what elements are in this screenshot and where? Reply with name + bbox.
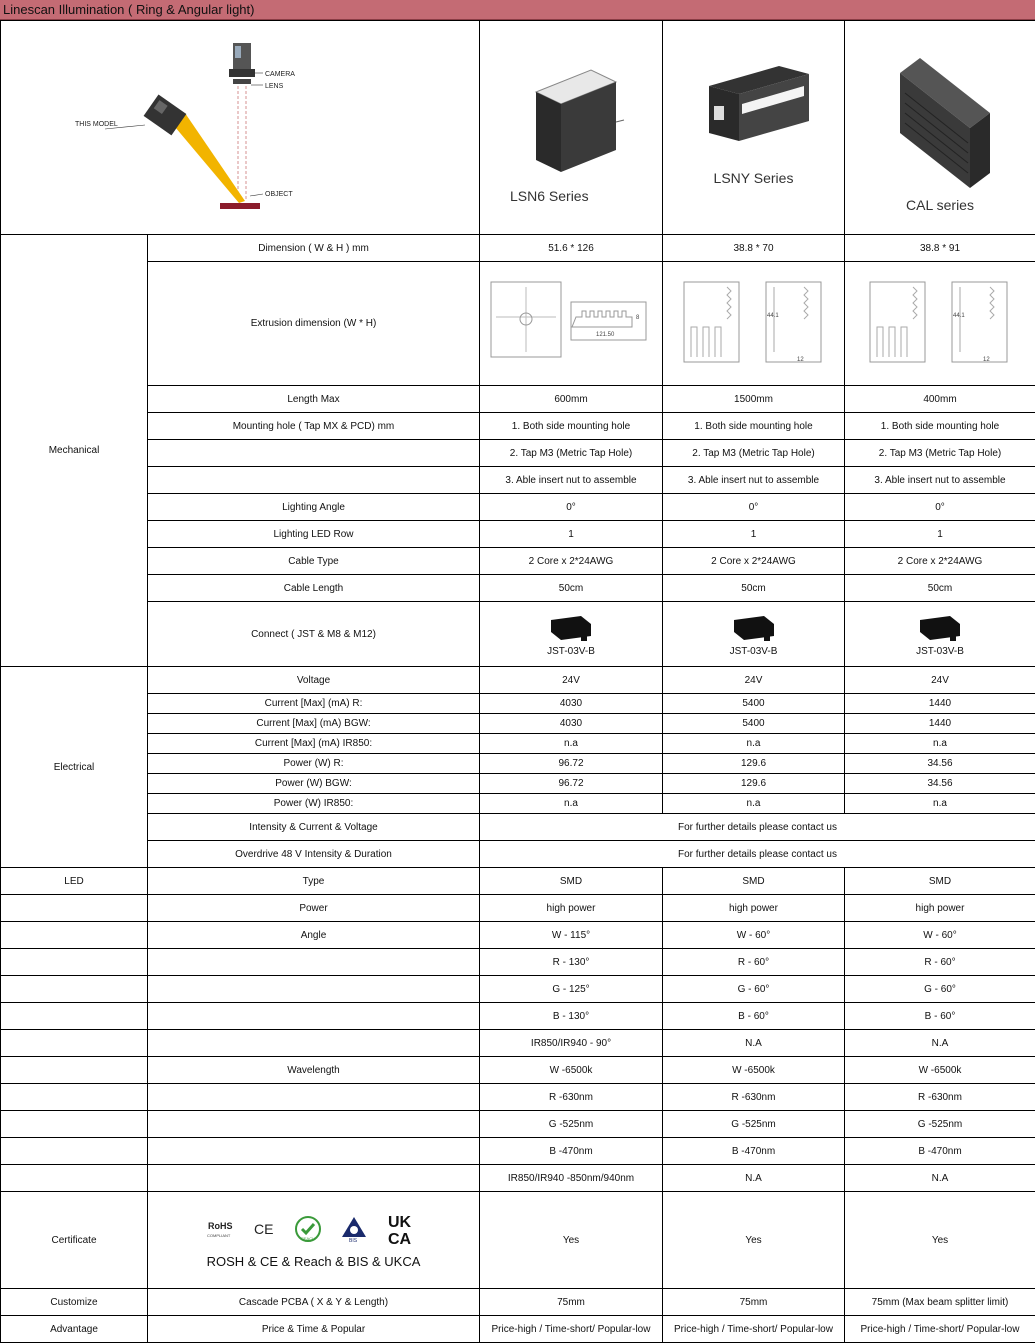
cal-extrusion-drawing (865, 277, 1015, 367)
length-max-cal: 400mm (845, 386, 1035, 413)
cable-length-cal: 50cm (845, 575, 1035, 602)
current-ir-cal: n.a (845, 734, 1035, 754)
current-ir-lsny: n.a (663, 734, 845, 754)
empty-label (148, 467, 480, 494)
product-cell-lsn6 (480, 21, 663, 235)
rohs-icon (206, 1217, 234, 1241)
label-overdrive: Overdrive 48 V Intensity & Duration (148, 841, 480, 868)
label-cascade: Cascade PCBA ( X & Y & Length) (148, 1289, 480, 1316)
reach-icon (294, 1215, 322, 1243)
current-r-lsn6: 4030 (480, 694, 663, 714)
label-dimension: Dimension ( W & H ) mm (148, 235, 480, 262)
object-label: OBJECT (265, 191, 293, 198)
angle-g-lsn6: G - 125° (480, 976, 663, 1003)
svg-text:REACH: REACH (301, 1236, 315, 1241)
angle-g-lsny: G - 60° (663, 976, 845, 1003)
cert-lsn6: Yes (480, 1192, 663, 1289)
connect-lsny (663, 602, 845, 667)
empty-section (1, 922, 148, 949)
mount3-cal: 3. Able insert nut to assemble (845, 467, 1035, 494)
lsny-product-image (694, 46, 814, 156)
label-cert: ROSH & CE & Reach & BIS & UKCA (148, 1254, 479, 1269)
wl-g-cal: G -525nm (845, 1111, 1035, 1138)
product-name-cal: CAL series (845, 197, 1035, 213)
angle-b-lsn6: B - 130° (480, 1003, 663, 1030)
svg-text:12: 12 (983, 357, 990, 363)
label-intensity: Intensity & Current & Voltage (148, 814, 480, 841)
lighting-angle-lsny: 0° (663, 494, 845, 521)
label-lighting-angle: Lighting Angle (148, 494, 480, 521)
label-type: Type (148, 868, 480, 895)
lighting-angle-lsn6: 0° (480, 494, 663, 521)
wl-g-lsny: G -525nm (663, 1111, 845, 1138)
wl-g-lsn6: G -525nm (480, 1111, 663, 1138)
svg-text:UK: UK (388, 1214, 412, 1231)
wl-r-lsny: R -630nm (663, 1084, 845, 1111)
angle-ir-cal: N.A (845, 1030, 1035, 1057)
sheet-title: Linescan Illumination ( Ring & Angular light) (0, 0, 1035, 20)
length-max-lsn6: 600mm (480, 386, 663, 413)
label-power-r: Power (W) R: (148, 754, 480, 774)
connector-model: JST-03V-B (916, 646, 964, 657)
wl-w-cal: W -6500k (845, 1057, 1035, 1084)
power-lsny: high power (663, 895, 845, 922)
current-bgw-lsny: 5400 (663, 714, 845, 734)
cert-icons-cell (148, 1192, 480, 1289)
voltage-cal: 24V (845, 667, 1035, 694)
power-bgw-cal: 34.56 (845, 774, 1035, 794)
empty-label (148, 1111, 480, 1138)
angle-r-lsn6: R - 130° (480, 949, 663, 976)
connector-icon (729, 612, 779, 642)
label-angle: Angle (148, 922, 480, 949)
label-cable-length: Cable Length (148, 575, 480, 602)
type-lsn6: SMD (480, 868, 663, 895)
cascade-cal: 75mm (Max beam splitter limit) (845, 1289, 1035, 1316)
cert-cal: Yes (845, 1192, 1035, 1289)
led-row-lsny: 1 (663, 521, 845, 548)
wl-w-lsn6: W -6500k (480, 1057, 663, 1084)
wl-ir-cal: N.A (845, 1165, 1035, 1192)
svg-text:44.1: 44.1 (767, 313, 779, 319)
empty-label (148, 440, 480, 467)
empty-label (148, 976, 480, 1003)
power-bgw-lsn6: 96.72 (480, 774, 663, 794)
angle-w-lsn6: W - 115° (480, 922, 663, 949)
angle-b-cal: B - 60° (845, 1003, 1035, 1030)
connector-icon (915, 612, 965, 642)
dimension-lsn6: 51.6 * 126 (480, 235, 663, 262)
empty-section (1, 1111, 148, 1138)
led-row-cal: 1 (845, 521, 1035, 548)
angle-r-lsny: R - 60° (663, 949, 845, 976)
empty-section (1, 1138, 148, 1165)
connector-model: JST-03V-B (547, 646, 595, 657)
wl-ir-lsny: N.A (663, 1165, 845, 1192)
empty-label (148, 1138, 480, 1165)
label-current-ir: Current [Max] (mA) IR850: (148, 734, 480, 754)
setup-diagram (75, 21, 405, 231)
empty-label (148, 949, 480, 976)
ukca-icon (386, 1212, 422, 1246)
label-current-r: Current [Max] (mA) R: (148, 694, 480, 714)
svg-text:CE: CE (254, 1221, 273, 1237)
power-ir-cal: n.a (845, 794, 1035, 814)
empty-label (148, 1084, 480, 1111)
lsn6-product-image (516, 52, 626, 182)
label-price: Price & Time & Popular (148, 1316, 480, 1343)
power-bgw-lsny: 129.6 (663, 774, 845, 794)
ce-icon (252, 1217, 276, 1241)
mount1-cal: 1. Both side mounting hole (845, 413, 1035, 440)
empty-section (1, 1003, 148, 1030)
angle-w-lsny: W - 60° (663, 922, 845, 949)
this-model-label: THIS MODEL (75, 121, 118, 128)
angle-w-cal: W - 60° (845, 922, 1035, 949)
cable-type-lsn6: 2 Core x 2*24AWG (480, 548, 663, 575)
empty-label (148, 1003, 480, 1030)
extrusion-drawing-lsny (663, 262, 845, 386)
empty-section (1, 1057, 148, 1084)
empty-section (1, 1030, 148, 1057)
wl-ir-lsn6: IR850/IR940 -850nm/940nm (480, 1165, 663, 1192)
section-led: LED (1, 868, 148, 895)
product-cell-lsny (663, 21, 845, 235)
power-ir-lsny: n.a (663, 794, 845, 814)
angle-b-lsny: B - 60° (663, 1003, 845, 1030)
angle-g-cal: G - 60° (845, 976, 1035, 1003)
extrusion-drawing-lsn6 (480, 262, 663, 386)
section-customize: Customize (1, 1289, 148, 1316)
cascade-lsn6: 75mm (480, 1289, 663, 1316)
extrusion-drawing-cal (845, 262, 1035, 386)
label-cable-type: Cable Type (148, 548, 480, 575)
camera-label: CAMERA (265, 71, 295, 78)
svg-text:8: 8 (636, 315, 640, 321)
spec-table-lower (0, 666, 1035, 1343)
product-name-lsny: LSNY Series (663, 170, 844, 186)
wl-r-cal: R -630nm (845, 1084, 1035, 1111)
header-row (1, 21, 1035, 235)
power-r-lsn6: 96.72 (480, 754, 663, 774)
empty-label (148, 1030, 480, 1057)
voltage-lsny: 24V (663, 667, 845, 694)
connect-cal (845, 602, 1035, 667)
connect-lsn6 (480, 602, 663, 667)
cal-product-image (880, 43, 1000, 193)
mount1-lsn6: 1. Both side mounting hole (480, 413, 663, 440)
connector-icon (546, 612, 596, 642)
wl-w-lsny: W -6500k (663, 1057, 845, 1084)
mount3-lsny: 3. Able insert nut to assemble (663, 467, 845, 494)
angle-ir-lsny: N.A (663, 1030, 845, 1057)
label-length-max: Length Max (148, 386, 480, 413)
lsny-extrusion-drawing (679, 277, 829, 367)
mount2-lsn6: 2. Tap M3 (Metric Tap Hole) (480, 440, 663, 467)
label-current-bgw: Current [Max] (mA) BGW: (148, 714, 480, 734)
spec-table (0, 20, 1035, 667)
power-ir-lsn6: n.a (480, 794, 663, 814)
cascade-lsny: 75mm (663, 1289, 845, 1316)
label-power-ir: Power (W) IR850: (148, 794, 480, 814)
wl-b-lsn6: B -470nm (480, 1138, 663, 1165)
angle-r-cal: R - 60° (845, 949, 1035, 976)
current-r-lsny: 5400 (663, 694, 845, 714)
product-cell-cal (845, 21, 1035, 235)
section-advantage: Advantage (1, 1316, 148, 1343)
mount2-lsny: 2. Tap M3 (Metric Tap Hole) (663, 440, 845, 467)
power-r-cal: 34.56 (845, 754, 1035, 774)
mount1-lsny: 1. Both side mounting hole (663, 413, 845, 440)
power-cal: high power (845, 895, 1035, 922)
empty-section (1, 1165, 148, 1192)
wl-b-lsny: B -470nm (663, 1138, 845, 1165)
price-lsny: Price-high / Time-short/ Popular-low (663, 1316, 845, 1343)
empty-section (1, 949, 148, 976)
current-r-cal: 1440 (845, 694, 1035, 714)
product-name-lsn6: LSN6 Series (480, 188, 662, 204)
bis-icon (340, 1215, 368, 1243)
svg-text:RoHS: RoHS (208, 1221, 233, 1231)
lighting-angle-cal: 0° (845, 494, 1035, 521)
type-lsny: SMD (663, 868, 845, 895)
cert-lsny: Yes (663, 1192, 845, 1289)
setup-diagram-cell (1, 21, 480, 235)
empty-section (1, 976, 148, 1003)
section-mechanical: Mechanical (1, 235, 148, 667)
mount2-cal: 2. Tap M3 (Metric Tap Hole) (845, 440, 1035, 467)
length-max-lsny: 1500mm (663, 386, 845, 413)
intensity-value: For further details please contact us (480, 814, 1035, 841)
svg-text:44.1: 44.1 (953, 313, 965, 319)
current-bgw-lsn6: 4030 (480, 714, 663, 734)
angle-ir-lsn6: IR850/IR940 - 90° (480, 1030, 663, 1057)
label-wavelength: Wavelength (148, 1057, 480, 1084)
overdrive-value: For further details please contact us (480, 841, 1035, 868)
svg-text:CA: CA (388, 1231, 412, 1246)
empty-section (1, 1084, 148, 1111)
label-mounting: Mounting hole ( Tap MX & PCD) mm (148, 413, 480, 440)
dimension-cal: 38.8 * 91 (845, 235, 1035, 262)
cable-length-lsny: 50cm (663, 575, 845, 602)
wl-b-cal: B -470nm (845, 1138, 1035, 1165)
current-bgw-cal: 1440 (845, 714, 1035, 734)
label-connect: Connect ( JST & M8 & M12) (148, 602, 480, 667)
power-r-lsny: 129.6 (663, 754, 845, 774)
section-electrical: Electrical (1, 667, 148, 868)
current-ir-lsn6: n.a (480, 734, 663, 754)
label-led-row: Lighting LED Row (148, 521, 480, 548)
label-power-bgw: Power (W) BGW: (148, 774, 480, 794)
lsn6-extrusion-drawing (486, 277, 656, 367)
label-power: Power (148, 895, 480, 922)
svg-text:COMPLIANT: COMPLIANT (207, 1233, 231, 1238)
cable-type-lsny: 2 Core x 2*24AWG (663, 548, 845, 575)
label-extrusion: Extrusion dimension (W * H) (148, 262, 480, 386)
price-cal: Price-high / Time-short/ Popular-low (845, 1316, 1035, 1343)
section-certificate: Certificate (1, 1192, 148, 1289)
led-row-lsn6: 1 (480, 521, 663, 548)
dimension-lsny: 38.8 * 70 (663, 235, 845, 262)
empty-label (148, 1165, 480, 1192)
mount3-lsn6: 3. Able insert nut to assemble (480, 467, 663, 494)
svg-text:BIS: BIS (349, 1238, 358, 1243)
cert-icons (148, 1212, 479, 1246)
svg-text:121.50: 121.50 (596, 332, 615, 338)
price-lsn6: Price-high / Time-short/ Popular-low (480, 1316, 663, 1343)
cable-type-cal: 2 Core x 2*24AWG (845, 548, 1035, 575)
type-cal: SMD (845, 868, 1035, 895)
power-lsn6: high power (480, 895, 663, 922)
cable-length-lsn6: 50cm (480, 575, 663, 602)
lens-label: LENS (265, 83, 284, 90)
wl-r-lsn6: R -630nm (480, 1084, 663, 1111)
empty-section (1, 895, 148, 922)
connector-model: JST-03V-B (730, 646, 778, 657)
svg-text:12: 12 (797, 357, 804, 363)
label-voltage: Voltage (148, 667, 480, 694)
voltage-lsn6: 24V (480, 667, 663, 694)
